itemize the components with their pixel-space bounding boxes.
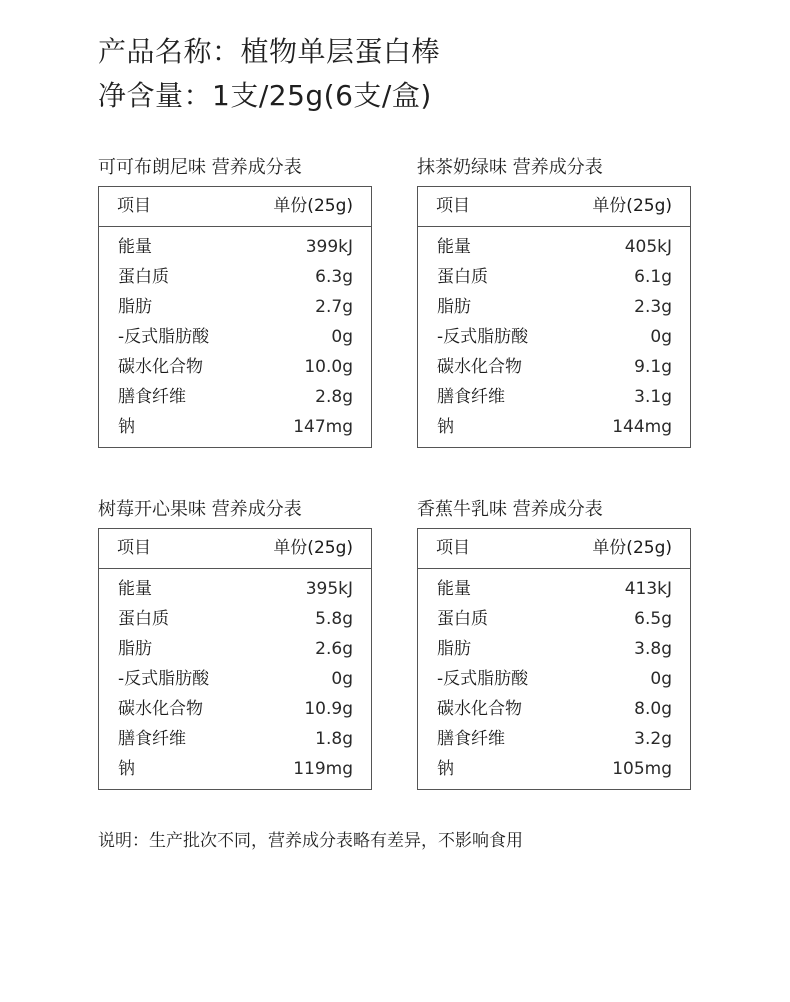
- row-value: 0g: [650, 669, 672, 689]
- table-row: [418, 635, 690, 665]
- row-label: 能量: [437, 579, 471, 599]
- table-row: [418, 695, 690, 725]
- panel-title: 抹茶奶绿味 营养成分表: [417, 157, 603, 178]
- table-row: [418, 323, 690, 353]
- column-header-serving: 单份(25g): [592, 538, 672, 558]
- table-body: [99, 233, 371, 443]
- row-label: 能量: [437, 237, 471, 257]
- table-body: [418, 233, 690, 443]
- table-header: [99, 529, 371, 569]
- table-row: [99, 413, 371, 443]
- row-value: 144mg: [612, 417, 672, 437]
- row-value: 147mg: [293, 417, 353, 437]
- row-label: 膳食纤维: [437, 387, 505, 407]
- table-row: [99, 293, 371, 323]
- table-row: [418, 383, 690, 413]
- row-value: 10.0g: [304, 357, 353, 377]
- row-value: 105mg: [612, 759, 672, 779]
- row-value: 413kJ: [624, 579, 672, 599]
- row-label: 蛋白质: [118, 609, 169, 629]
- row-value: 3.8g: [634, 639, 672, 659]
- footnote: 说明：生产批次不同，营养成分表略有差异，不影响食用: [98, 831, 523, 851]
- row-label: 脂肪: [437, 297, 471, 317]
- row-label: 蛋白质: [437, 609, 488, 629]
- row-value: 10.9g: [304, 699, 353, 719]
- row-value: 3.1g: [634, 387, 672, 407]
- row-label: 钠: [118, 759, 135, 779]
- product-name: 产品名称：植物单层蛋白棒: [98, 35, 441, 68]
- table-row: [99, 695, 371, 725]
- row-value: 2.6g: [315, 639, 353, 659]
- nutrition-table: [417, 528, 691, 790]
- row-value: 2.8g: [315, 387, 353, 407]
- row-label: 膳食纤维: [118, 387, 186, 407]
- table-row: [418, 353, 690, 383]
- table-header: [418, 187, 690, 227]
- row-label: -反式脂肪酸: [118, 327, 210, 347]
- table-row: [99, 575, 371, 605]
- nutrition-table: [98, 186, 372, 448]
- row-value: 395kJ: [305, 579, 353, 599]
- table-row: [418, 755, 690, 785]
- row-value: 8.0g: [634, 699, 672, 719]
- row-value: 0g: [331, 327, 353, 347]
- row-value: 6.1g: [634, 267, 672, 287]
- table-row: [99, 755, 371, 785]
- row-label: 钠: [437, 417, 454, 437]
- table-row: [99, 323, 371, 353]
- net-content: 净含量：1支/25g(6支/盒): [98, 79, 432, 112]
- column-header-item: 项目: [117, 196, 151, 216]
- row-label: 脂肪: [437, 639, 471, 659]
- table-row: [99, 665, 371, 695]
- table-row: [99, 605, 371, 635]
- table-row: [418, 725, 690, 755]
- row-label: 钠: [437, 759, 454, 779]
- row-label: -反式脂肪酸: [437, 669, 529, 689]
- row-value: 0g: [331, 669, 353, 689]
- row-value: 3.2g: [634, 729, 672, 749]
- row-label: -反式脂肪酸: [437, 327, 529, 347]
- row-value: 6.5g: [634, 609, 672, 629]
- table-header: [99, 187, 371, 227]
- row-label: 脂肪: [118, 639, 152, 659]
- table-body: [418, 575, 690, 785]
- nutrition-table: [417, 186, 691, 448]
- table-row: [418, 575, 690, 605]
- row-value: 405kJ: [624, 237, 672, 257]
- table-row: [99, 233, 371, 263]
- row-label: 蛋白质: [118, 267, 169, 287]
- column-header-item: 项目: [436, 196, 470, 216]
- column-header-serving: 单份(25g): [273, 538, 353, 558]
- row-label: 能量: [118, 579, 152, 599]
- panel-title: 可可布朗尼味 营养成分表: [98, 157, 302, 178]
- column-header-serving: 单份(25g): [273, 196, 353, 216]
- row-value: 119mg: [293, 759, 353, 779]
- row-value: 2.3g: [634, 297, 672, 317]
- column-header-serving: 单份(25g): [592, 196, 672, 216]
- row-value: 1.8g: [315, 729, 353, 749]
- table-row: [99, 263, 371, 293]
- row-label: 碳水化合物: [437, 357, 522, 377]
- table-row: [99, 353, 371, 383]
- panel-title: 香蕉牛乳味 营养成分表: [417, 499, 603, 520]
- row-label: 钠: [118, 417, 135, 437]
- row-label: 脂肪: [118, 297, 152, 317]
- table-row: [418, 605, 690, 635]
- table-row: [418, 413, 690, 443]
- row-label: 碳水化合物: [118, 357, 203, 377]
- nutrition-table: [98, 528, 372, 790]
- row-label: 膳食纤维: [118, 729, 186, 749]
- row-value: 2.7g: [315, 297, 353, 317]
- table-row: [418, 233, 690, 263]
- table-row: [99, 725, 371, 755]
- table-row: [418, 263, 690, 293]
- row-value: 9.1g: [634, 357, 672, 377]
- table-body: [99, 575, 371, 785]
- row-label: 碳水化合物: [118, 699, 203, 719]
- table-row: [418, 293, 690, 323]
- column-header-item: 项目: [117, 538, 151, 558]
- table-row: [99, 635, 371, 665]
- row-value: 399kJ: [305, 237, 353, 257]
- row-label: -反式脂肪酸: [118, 669, 210, 689]
- row-label: 膳食纤维: [437, 729, 505, 749]
- row-value: 6.3g: [315, 267, 353, 287]
- row-label: 能量: [118, 237, 152, 257]
- column-header-item: 项目: [436, 538, 470, 558]
- row-label: 蛋白质: [437, 267, 488, 287]
- panel-title: 树莓开心果味 营养成分表: [98, 499, 302, 520]
- row-value: 0g: [650, 327, 672, 347]
- row-value: 5.8g: [315, 609, 353, 629]
- table-row: [99, 383, 371, 413]
- table-row: [418, 665, 690, 695]
- row-label: 碳水化合物: [437, 699, 522, 719]
- table-header: [418, 529, 690, 569]
